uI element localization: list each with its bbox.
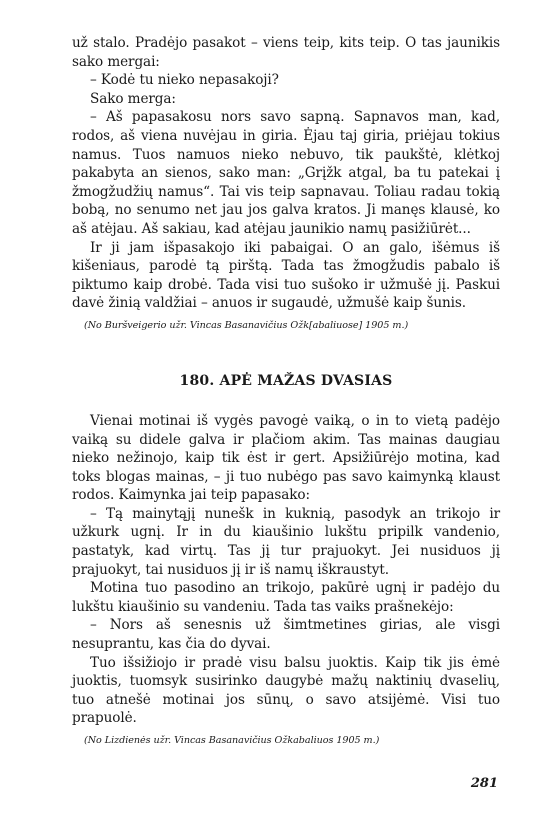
paragraph: Sako merga: [90,90,176,107]
paragraph: – Kodė tu nieko nepasakoji? [90,72,279,89]
paragraph: už stalo. Pradėjo pasakot – viens teip, kits teip. O tas jaunikis sako mergai: [72,35,500,70]
book-page [72,34,500,747]
story-title: 180. APĖ MAŽAS DVASIAS [179,372,393,389]
source-note: (No Lizdienės užr. Vincas Basanavičius Ožkabaliuos 1905 m.) [84,735,380,746]
paragraph: Vienai motinai iš vygės pavogė vaiką, o in to vietą padėjo vaiką su didele galva ir plačiom akim. Tas mainas daugiau nieko nežinojo, kaip tik ėst ir gert. Apsižiūrėjo motina, kad toks blogas mainas, – ji tuo nubėgo pas savo kaimynką klaust rodos. Kaimynka jai teip papasako: [72,412,500,504]
paragraph: Ir ji jam išpasakojo iki pabaigai. O an galo, išėmus iš kišeniaus, parodė tą pirštą. Tada tas žmogžudis pabalo iš piktumo kaip drobė. Tada visi tuo sušoko ir užmušė jį. Paskui davė žinią valdžiai – anuos ir sugaudė, užmušė kaip šunis. [72,239,500,312]
page-number: 281 [470,776,498,791]
paragraph: Motina tuo pasodino an trikojo, pakūrė ugnį ir padėjo du lukštu kiaušinio su vandeniu. Tada tas vaiks prašnekėjo: [72,580,500,615]
paragraph: – Aš papasakosu nors savo sapną. Sapnavos man, kad, rodos, aš viena nuvėjau in giria. Ėjau taj giria, priėjau tokius namus. Tuos namuos nieko nebuvo, tik paukštė, klėtkoj pakabyta an sienos, sako man: „Grįžk atgal, ba tu patekai į žmogžudžių namus“. Tai vis teip sapnavau. Toliau radau tokią bobą, no senumo net jau jos galva kratos. Ji manęs klausė, ko aš atėjau. Aš sakiau, kad atėjau jaunikio namų pasižiūrėt... [72,109,500,237]
paragraph: Tuo išsižiojo ir pradė visu balsu juoktis. Kaip tik jis ėmė juoktis, tuomsyk susirinko daugybė mažų naktinių dvaselių, tuo atnešė motinai jos sūnų, o savo atsijėmė. Visi tuo prapuolė. [72,654,500,727]
paragraph: – Tą mainytąjį nunešk in kuknią, pasodyk an trikojo ir užkurk ugnį. Ir in du kiaušinio lukštu pripilk vandenio, pastatyk, kad virtų. Tas jį tur prajuokyt. Jei nusiduos jį prajuokyt, tai nusiduos jį ir iš namų iškraustyt. [72,505,500,578]
source-note: (No Buršveigerio užr. Vincas Basanavičius Ožk[abaliuose] 1905 m.) [84,319,409,331]
paragraph: – Nors aš senesnis už šimtmetines girias, ale visgi nesuprantu, kas čia do dyvai. [72,617,500,653]
